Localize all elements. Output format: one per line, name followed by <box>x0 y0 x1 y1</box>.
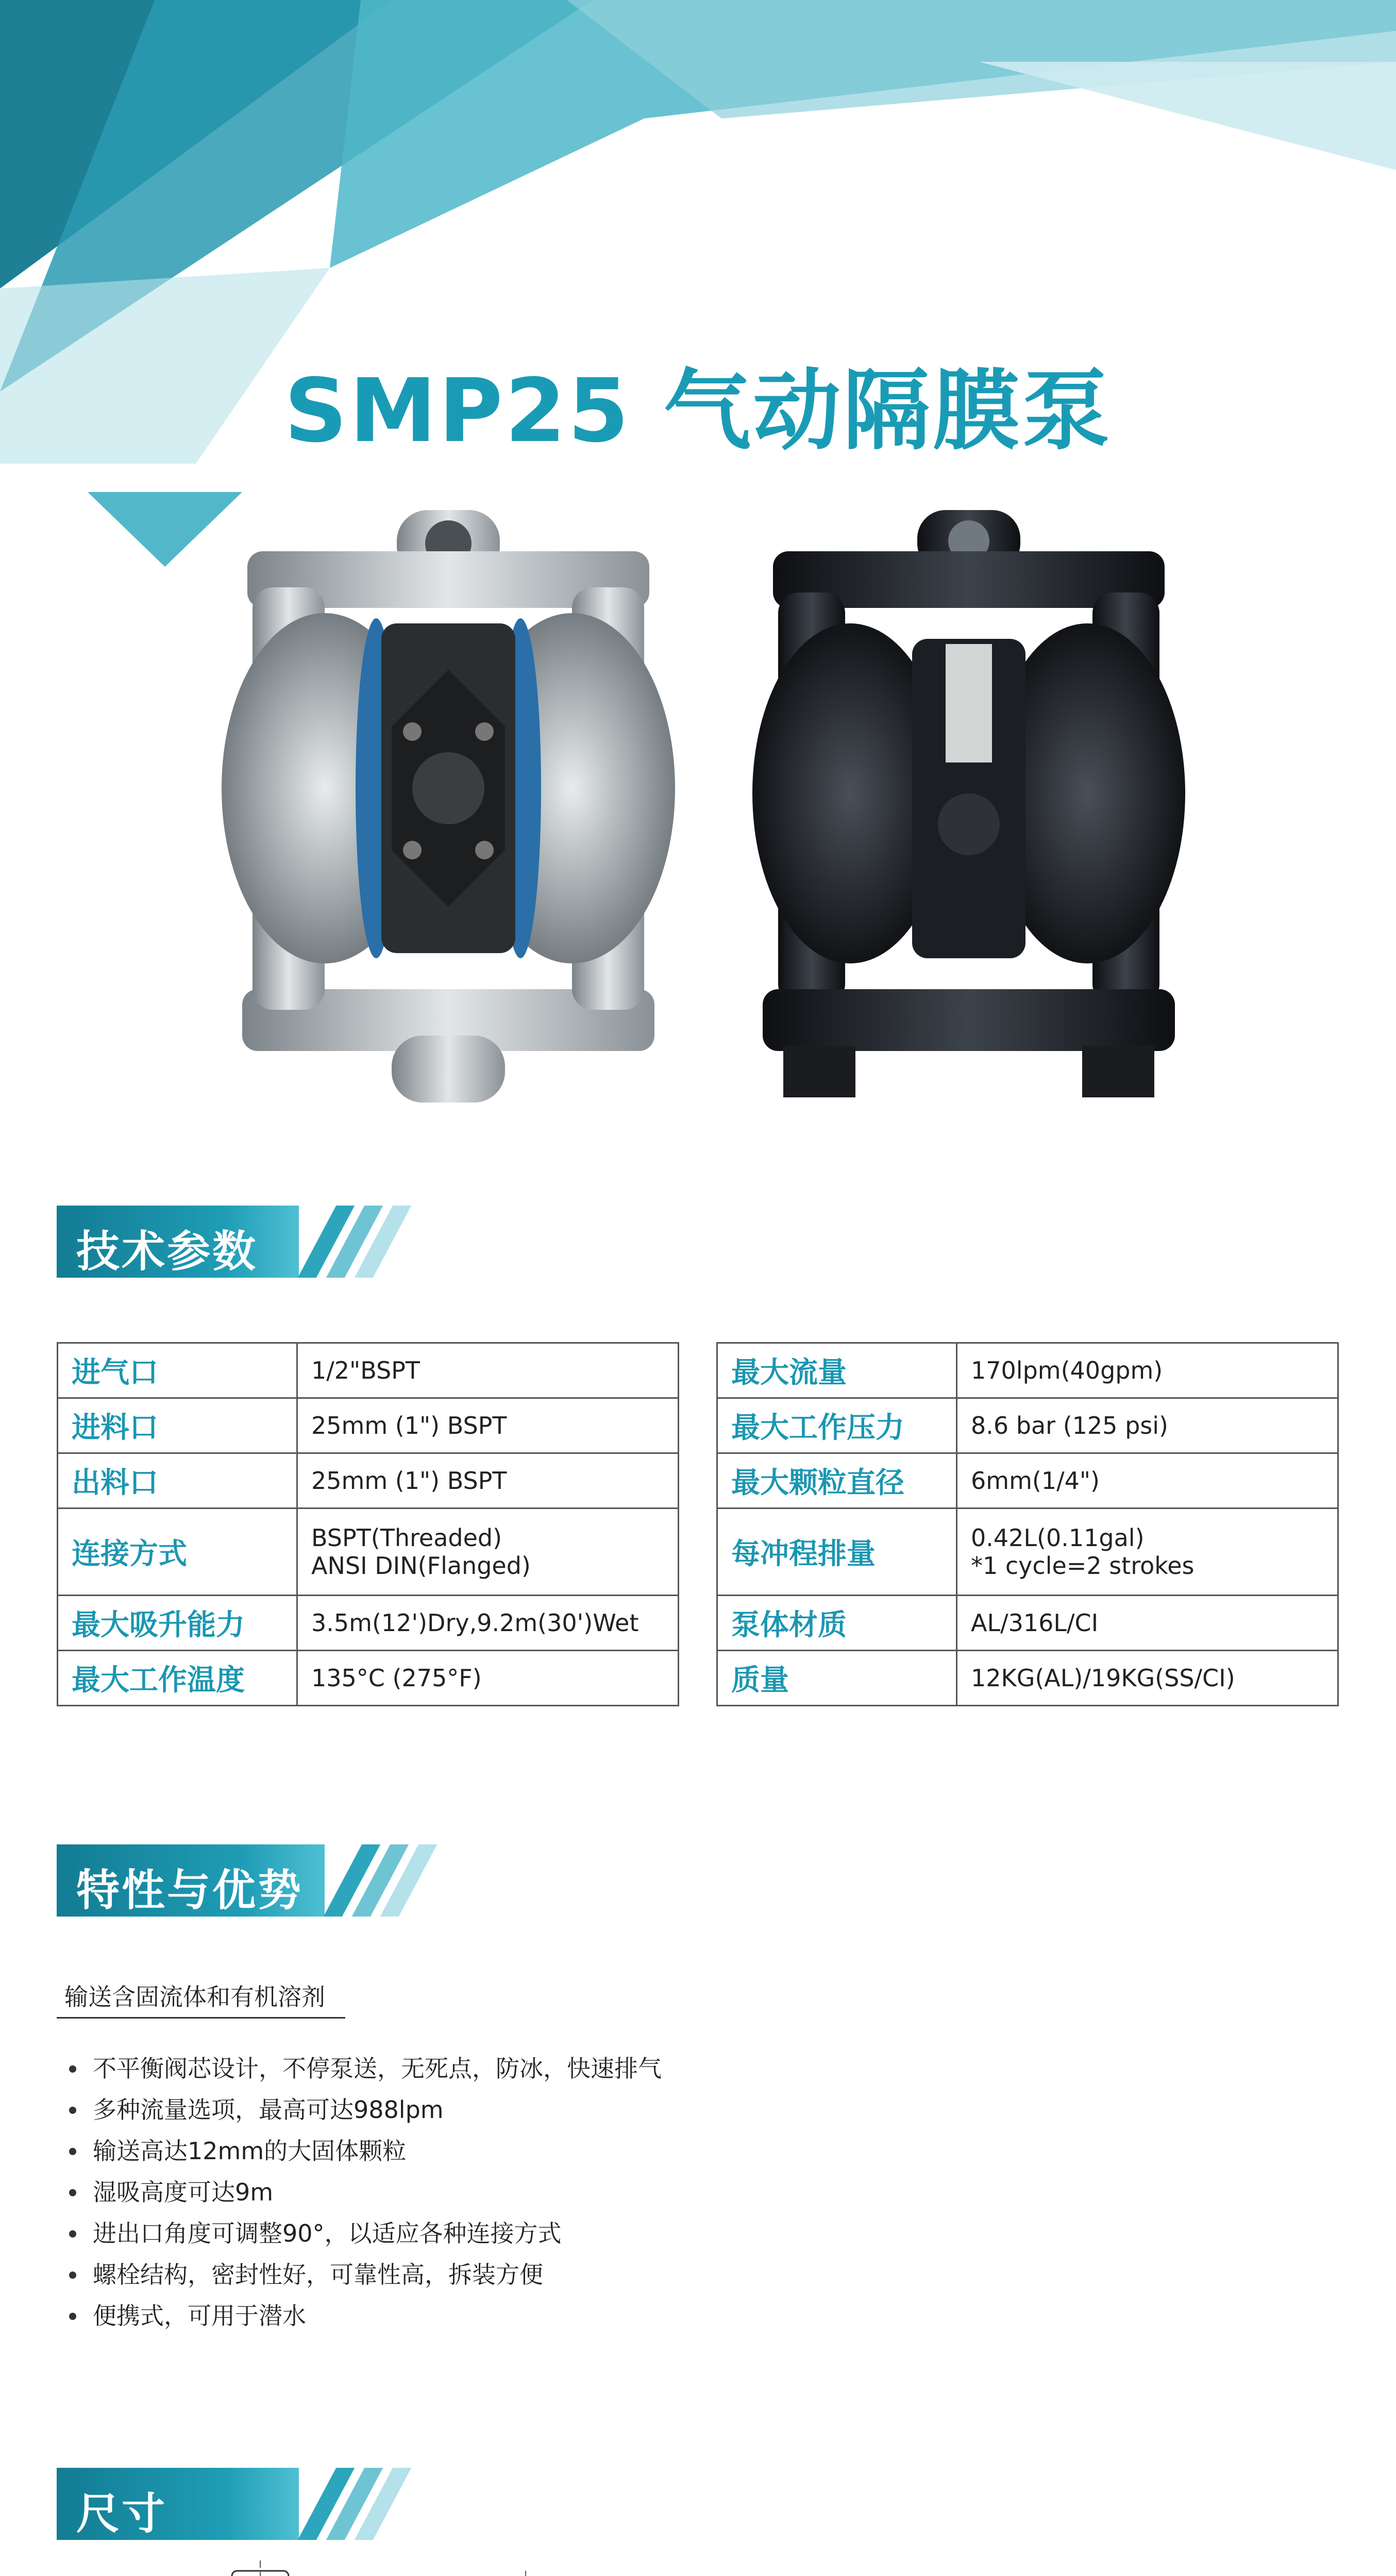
spec-value <box>297 1453 679 1509</box>
table-row <box>717 1596 1338 1651</box>
features-list <box>57 2048 662 2336</box>
dimension-drawing <box>103 2561 629 2576</box>
list-item: 湿吸高度可达9m <box>57 2172 662 2213</box>
spec-value-line: *1 cycle=2 strokes <box>971 1552 1195 1580</box>
page-title: SMP25 气动隔膜泵 <box>284 360 1112 462</box>
spec-label: 每冲程排量 <box>717 1509 957 1596</box>
table-row <box>717 1398 1338 1453</box>
table-row <box>58 1651 679 1706</box>
spec-label: 进料口 <box>58 1398 297 1453</box>
list-item: 进出口角度可调整90°，以适应各种连接方式 <box>57 2213 662 2254</box>
spec-value <box>297 1398 679 1453</box>
spec-value <box>957 1509 1338 1596</box>
spec-value-line: ANSI DIN(Flanged) <box>311 1552 531 1580</box>
spec-label: 最大工作温度 <box>58 1651 297 1706</box>
spec-value-line: 1/2"BSPT <box>311 1357 420 1384</box>
spec-value <box>297 1343 679 1398</box>
spec-label: 最大颗粒直径 <box>717 1453 957 1509</box>
spec-value <box>957 1596 1338 1651</box>
spec-label: 出料口 <box>58 1453 297 1509</box>
table-row <box>58 1398 679 1453</box>
section-title-specs: 技术参数 <box>76 1226 258 1277</box>
table-row <box>717 1651 1338 1706</box>
section-title-dimensions: 尺寸 <box>76 2488 167 2539</box>
spec-label: 最大流量 <box>717 1343 957 1398</box>
list-item: 螺栓结构，密封性好，可靠性高，拆装方便 <box>57 2254 662 2295</box>
table-row <box>58 1596 679 1651</box>
spec-value-line: 0.42L(0.11gal) <box>971 1524 1145 1552</box>
table-row <box>58 1453 679 1509</box>
list-item: 不平衡阀芯设计，不停泵送，无死点，防冰，快速排气 <box>57 2048 662 2089</box>
table-row <box>717 1509 1338 1596</box>
spec-value-line: 6mm(1/4") <box>971 1467 1100 1495</box>
spec-value <box>297 1596 679 1651</box>
spec-value-line: 25mm (1") BSPT <box>311 1412 507 1439</box>
table-row <box>717 1453 1338 1509</box>
spec-table-left <box>57 1342 679 1706</box>
spec-value-line: AL/316L/CI <box>971 1609 1099 1637</box>
spec-value <box>957 1343 1338 1398</box>
spec-label: 泵体材质 <box>717 1596 957 1651</box>
spec-value-line: 12KG(AL)/19KG(SS/CI) <box>971 1664 1235 1692</box>
table-row <box>58 1343 679 1398</box>
table-row <box>717 1343 1338 1398</box>
spec-value <box>297 1651 679 1706</box>
spec-value <box>957 1398 1338 1453</box>
spec-value <box>957 1651 1338 1706</box>
list-item: 输送高达12mm的大固体颗粒 <box>57 2130 662 2172</box>
spec-value-line: BSPT(Threaded) <box>311 1524 502 1552</box>
spec-label: 最大吸升能力 <box>58 1596 297 1651</box>
stainless-steel-pump-photo <box>206 495 691 1113</box>
spec-value <box>297 1509 679 1596</box>
spec-value-line: 3.5m(12')Dry,9.2m(30')Wet <box>311 1609 639 1637</box>
features-divider <box>57 2017 345 2019</box>
list-item: 便携式，可用于潜水 <box>57 2295 662 2336</box>
section-title-features: 特性与优势 <box>76 1865 304 1916</box>
spec-value <box>957 1453 1338 1509</box>
spec-label: 进气口 <box>58 1343 297 1398</box>
black-aluminum-pump-photo <box>742 505 1196 1108</box>
spec-label: 连接方式 <box>58 1509 297 1596</box>
spec-label: 质量 <box>717 1651 957 1706</box>
features-subtitle: 输送含固流体和有机溶剂 <box>64 1983 325 2011</box>
spec-value-line: 8.6 bar (125 psi) <box>971 1412 1168 1439</box>
list-item: 多种流量选项，最高可达988lpm <box>57 2089 662 2130</box>
spec-value-line: 25mm (1") BSPT <box>311 1467 507 1495</box>
spec-value-line: 135°C (275°F) <box>311 1664 482 1692</box>
performance-curve <box>732 2571 1288 2576</box>
spec-label: 最大工作压力 <box>717 1398 957 1453</box>
spec-value-line: 170lpm(40gpm) <box>971 1357 1163 1384</box>
spec-table-right <box>716 1342 1339 1706</box>
table-row <box>58 1509 679 1596</box>
